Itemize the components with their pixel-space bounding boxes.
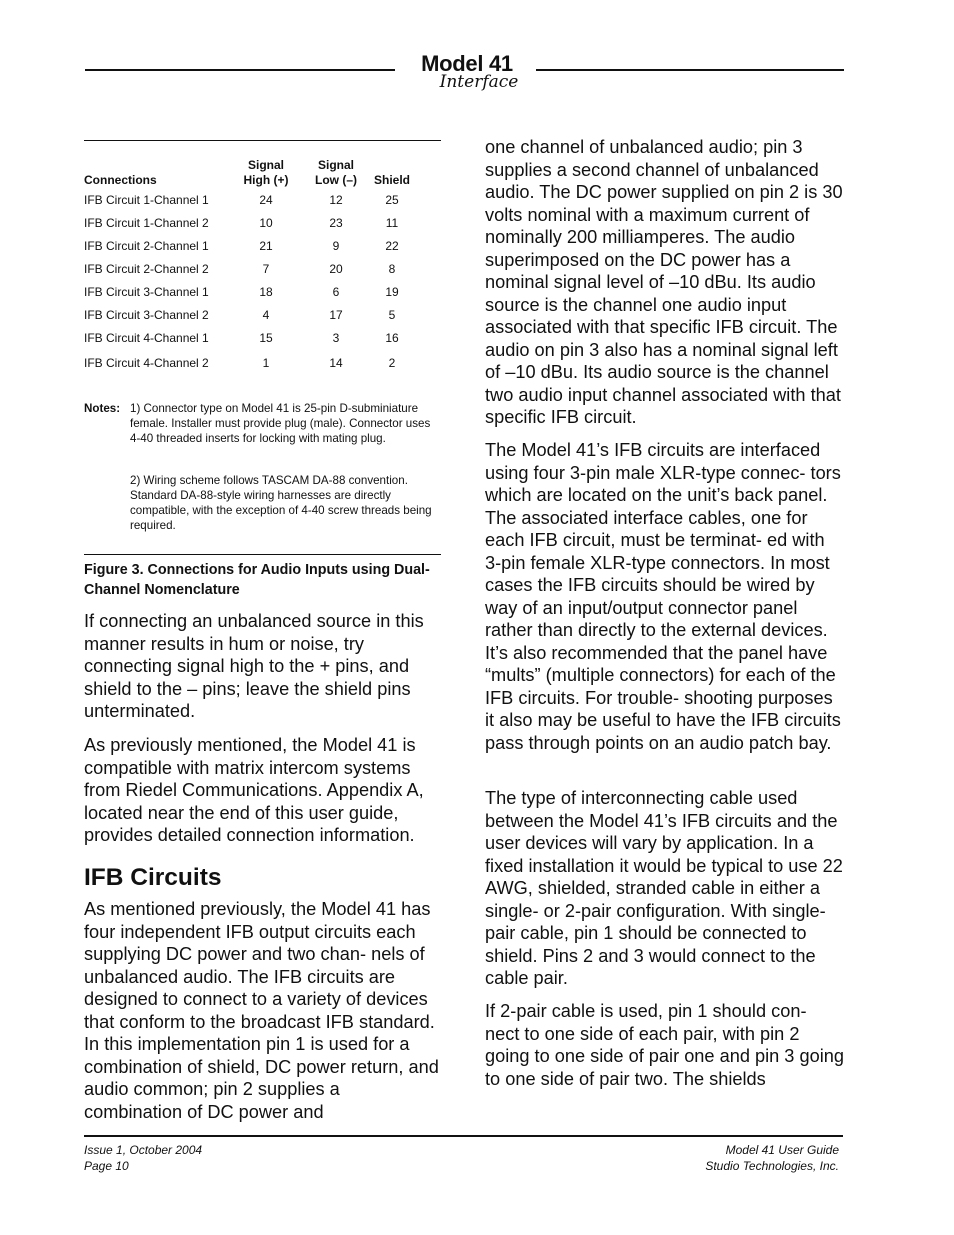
- table-top-rule: [84, 140, 441, 141]
- footer-company: Studio Technologies, Inc.: [705, 1158, 839, 1173]
- row-high: 1: [262, 356, 270, 370]
- table-row: [84, 281, 441, 304]
- row-shield: 25: [385, 193, 399, 207]
- row-high: 21: [259, 239, 273, 253]
- row-high: 18: [259, 285, 273, 299]
- footer-page-number: Page 10: [84, 1158, 129, 1173]
- row-connection: IFB Circuit 1-Channel 2: [84, 216, 209, 230]
- header-shield: Shield: [373, 173, 410, 187]
- logo-model-text: Model 41: [421, 51, 513, 76]
- right-paragraph-2: [485, 439, 845, 754]
- header-signal-high-line1: Signal: [247, 158, 284, 172]
- row-high: 24: [259, 193, 273, 207]
- header-signal-low-line1: Signal: [317, 158, 354, 172]
- row-low: 17: [329, 308, 343, 322]
- row-shield: 5: [388, 308, 396, 322]
- figure-rule: [84, 554, 441, 555]
- section-heading: IFB Circuits: [84, 864, 222, 891]
- row-low: 14: [329, 356, 343, 370]
- header-connections: Connections: [84, 173, 157, 187]
- header-rule-left: [85, 69, 395, 71]
- row-high: 15: [259, 331, 273, 345]
- left-paragraph-1: [84, 610, 442, 723]
- paragraph-text: As mentioned previously, the Model 41 has four independent IFB output circuits each supplying DC power and two chan- nels of unbalanced audio. The IFB circuits are designed to connect to a variety of devices that conform to the broadcast IFB standard. In this implementation pin 1 is used for a combination of shield, DC power return, and audio common; pin 2 supplies a combination of DC power and: [84, 899, 439, 1122]
- row-connection: IFB Circuit 4-Channel 2: [84, 356, 209, 370]
- row-connection: IFB Circuit 1-Channel 1: [84, 193, 209, 207]
- table-row: [84, 212, 441, 235]
- row-low: 12: [329, 193, 343, 207]
- right-paragraph-4: [485, 1000, 845, 1090]
- header-signal-low-line2: Low (–): [315, 173, 357, 187]
- header-rule-right: [536, 69, 844, 71]
- row-shield: 2: [388, 356, 396, 370]
- header-signal-high-line2: High (+): [243, 173, 289, 187]
- row-high: 7: [262, 262, 270, 276]
- paragraph-text: If connecting an unbalanced source in this manner results in hum or noise, try connecting signal high to the + pins, and shield to the – pins; leave the shield pins unterminated.: [84, 611, 424, 721]
- paragraph-text: one channel of unbalanced audio; pin 3 supplies a second channel of unbalanced audio. The DC power supplied on pin 2 is 30 volts nominal with a maximum current of nominally 200 milliamperes. The audio superimposed on the DC power has a nominal signal level of –10 dBu. Its audio source is the channel one audio input associated with that specific IFB circuit. The audio on pin 3 also has a nominal signal left of –10 dBu. Its audio source is the channel two audio input channel associated with that specific IFB circuit.: [485, 137, 843, 427]
- table-row: [84, 327, 441, 350]
- footer-rule: [84, 1135, 843, 1137]
- row-connection: IFB Circuit 3-Channel 1: [84, 285, 209, 299]
- paragraph-text: The type of interconnecting cable used between the Model 41’s IFB circuits and the user devices will vary by application. In a fixed installation it would be typical to use 22 AWG, shielded, stranded cable in either a single- or 2-pair configuration. With single-pair cable, pin 1 should be connected to shield. Pins 2 and 3 would connect to the cable pair.: [485, 788, 843, 988]
- left-paragraph-2: [84, 734, 442, 847]
- row-low: 23: [329, 216, 343, 230]
- row-shield: 19: [385, 285, 399, 299]
- row-high: 4: [262, 308, 270, 322]
- table-row: [84, 235, 441, 258]
- table-row: [84, 258, 441, 281]
- footer-issue: Issue 1, October 2004: [84, 1143, 203, 1157]
- header-signal-low: [306, 158, 366, 188]
- table-row: [84, 350, 441, 375]
- figure-caption: Figure 3. Connections for Audio Inputs using Dual-Channel Nomenclature: [84, 562, 430, 598]
- paragraph-text: The Model 41’s IFB circuits are interfaced using four 3-pin male XLR-type connec- tors which are located on the unit’s back panel. The associated interface cables, one for each IFB circuit, must be terminat- ed with 3-pin female XLR-type connectors. In most cases the IFB circuits should be wired by way of an input/output connector panel rather than directly to the external devices. It’s also recommended that the panel have “mults” (multiple connectors) for each of the IFB circuits. For trouble- shooting purposes it also may be useful to have the IFB circuits pass through points on an audio patch bay.: [485, 440, 841, 753]
- table-row: [84, 189, 441, 212]
- table-header: [84, 150, 441, 188]
- footer-right: [705, 1143, 839, 1174]
- row-shield: 8: [388, 262, 396, 276]
- table-row: [84, 304, 441, 327]
- row-connection: IFB Circuit 4-Channel 1: [84, 331, 209, 345]
- row-low: 3: [332, 331, 340, 345]
- row-high: 10: [259, 216, 273, 230]
- row-connection: IFB Circuit 2-Channel 2: [84, 262, 209, 276]
- paragraph-text: If 2-pair cable is used, pin 1 should con- nect to one side of each pair, with pin 2 going to one side of pair one and pin 3 going to one side of pair two. The shields: [485, 1001, 844, 1089]
- logo-subtitle: Interface: [439, 72, 519, 92]
- note-2: 2) Wiring scheme follows TASCAM DA-88 convention. Standard DA-88-style wiring harnesses are directly compatible, with the exception of 4-40 screw threads being required.: [130, 474, 432, 532]
- row-low: 20: [329, 262, 343, 276]
- row-low: 9: [332, 239, 340, 253]
- row-connection: IFB Circuit 2-Channel 1: [84, 239, 209, 253]
- note-1: 1) Connector type on Model 41 is 25-pin D-subminiature female. Installer must provide plug (male). Connector uses 4-40 threaded inserts for locking with mating plug.: [130, 402, 431, 445]
- row-connection: IFB Circuit 3-Channel 2: [84, 308, 209, 322]
- paragraph-text: As previously mentioned, the Model 41 is compatible with matrix intercom systems from Riedel Communications. Appendix A, located near the end of this user guide, provides detailed connection information.: [84, 735, 424, 845]
- right-paragraph-1: [485, 136, 845, 429]
- footer-left: [84, 1143, 202, 1174]
- model-logo: [405, 52, 529, 90]
- row-low: 6: [332, 285, 340, 299]
- row-shield: 16: [385, 331, 399, 345]
- header-signal-high: [232, 158, 300, 188]
- left-paragraph-3: [84, 898, 442, 1123]
- row-shield: 22: [385, 239, 399, 253]
- right-paragraph-3: [485, 787, 845, 990]
- connections-table: [84, 150, 441, 375]
- row-shield: 11: [385, 216, 399, 230]
- notes-label: Notes:: [84, 402, 121, 415]
- footer-guide-title: Model 41 User Guide: [725, 1143, 839, 1157]
